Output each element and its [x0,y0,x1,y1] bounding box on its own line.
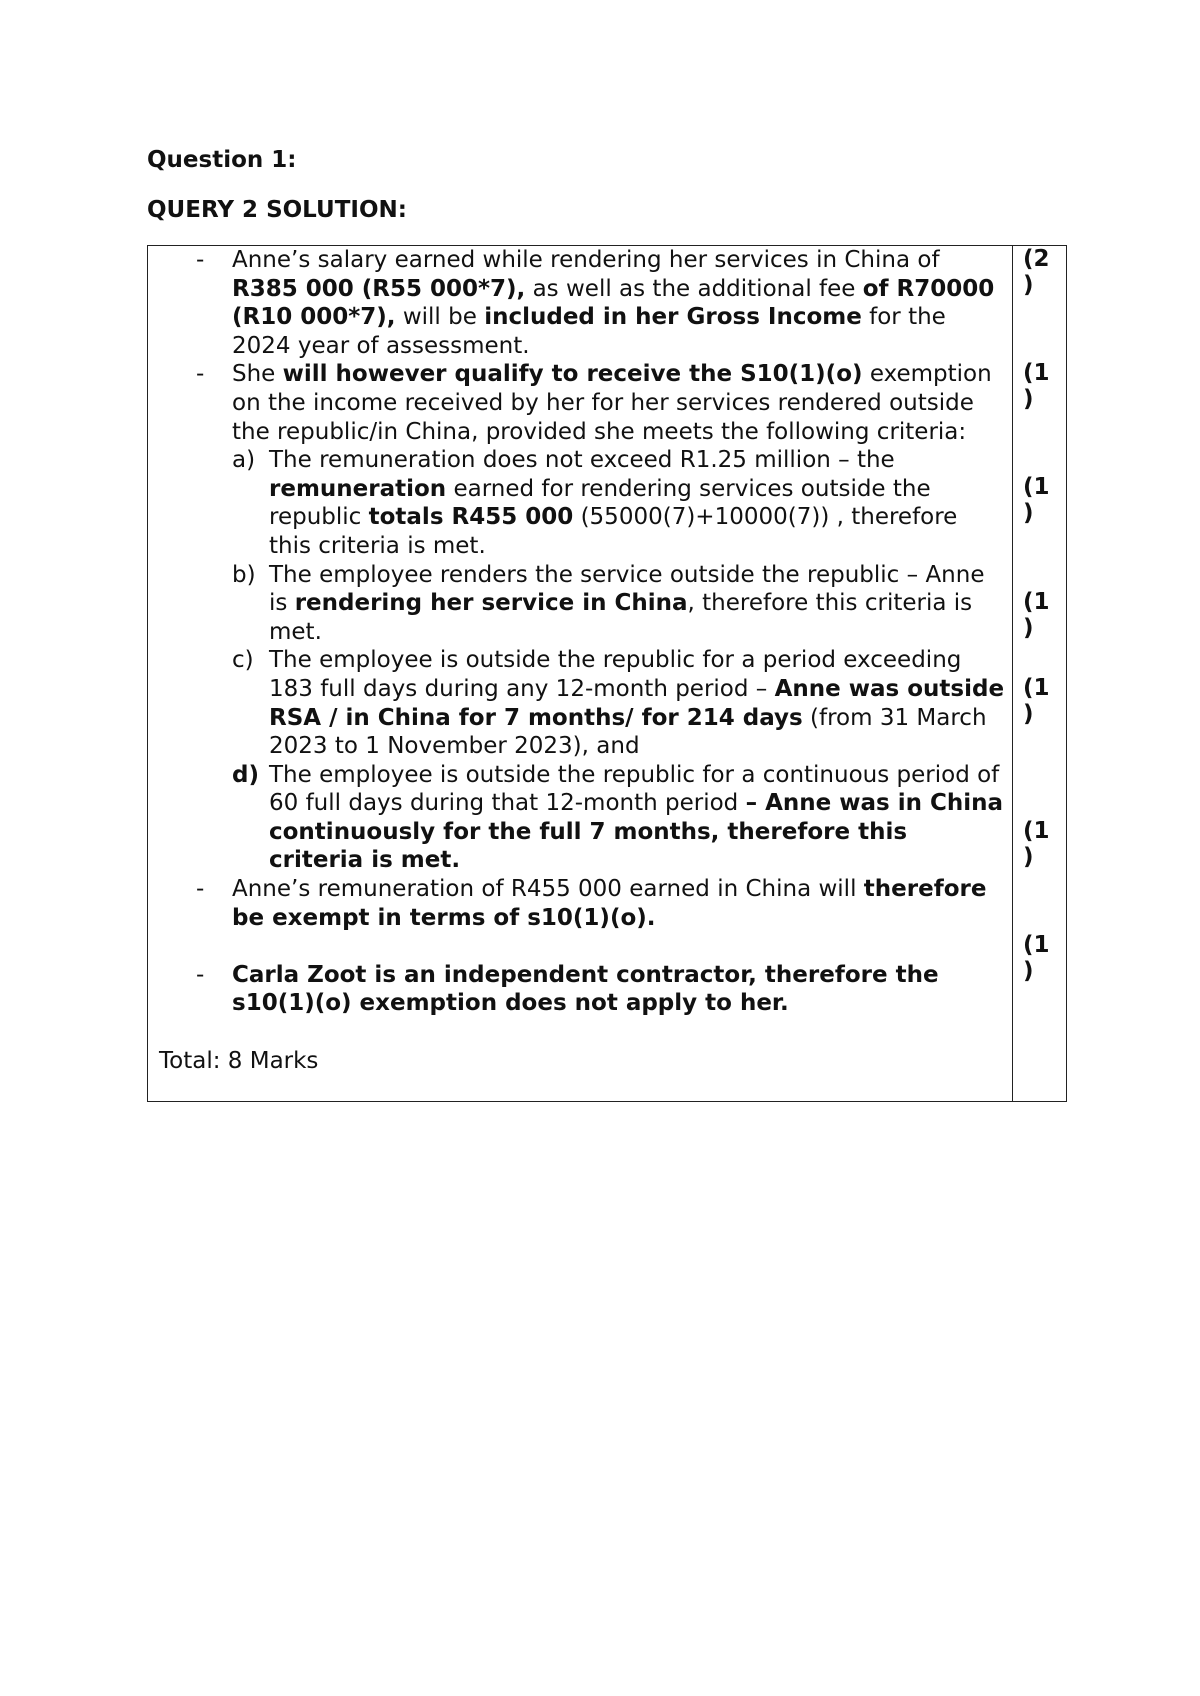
mark-allocation: (1 ) [1023,818,1050,870]
bullet-dash: - [196,876,205,903]
point-exemption [148,360,1012,446]
text: The employee is outside the republic for a period exceeding 183 full days during any 12-month period – [269,647,962,702]
bold-text: remuneration [269,475,447,502]
bold-text: totals R455 000 [368,504,574,531]
text: for the 2024 year of assessment. [232,304,946,359]
point-exempt-conclusion [148,875,1012,932]
criteria-label: c) [232,647,254,674]
total-marks: Total: 8 Marks [159,1047,319,1074]
text: as well as the additional fee [525,275,863,302]
bold-text: R385 000 (R55 000*7), [232,275,526,302]
mark-allocation: (1 ) [1023,932,1050,984]
mark-allocation: (1 ) [1023,474,1050,526]
text: The employee renders the service outside the republic – Anne is [269,561,985,617]
text: Anne’s remuneration of R455 000 earned in China will [232,876,864,903]
text: , therefore this criteria is met. [269,590,973,645]
bold-text: – Anne was in China continuously for the full 7 months, therefore this criteria is met. [269,790,1004,874]
text: exemption on the income received by her for her services rendered outside the republic/in China, provided she meets the following criteria: [232,361,992,445]
mark-allocation: (1 ) [1023,360,1050,412]
question-heading: Question 1: [147,147,297,173]
text: (from 31 March 2023 to 1 November 2023), and [269,704,987,760]
criteria-label: d) [232,761,259,788]
text: She [232,361,283,388]
text: (55000(7)+10000(7)) , therefore this criteria is met. [269,504,958,559]
mark-allocation: (1 ) [1023,675,1050,727]
criteria-label: a) [232,447,256,474]
solution-table [147,245,1067,1102]
solution-body-cell [148,246,1013,1102]
marks-cell [1013,246,1067,1102]
bold-text: Carla Zoot is an independent contractor, therefore the s10(1)(o) exemption does not apply to her. [232,961,939,1017]
bold-text: of R70000 (R10 000*7), [232,275,995,331]
bullet-dash: - [196,961,205,988]
spacer [148,1018,1012,1047]
point-gross-income [148,246,1012,360]
bold-text: rendering her service in China [294,590,688,617]
bold-text: therefore be exempt in terms of s10(1)(o). [232,876,987,931]
text: The employee is outside the republic for a continuous period of 60 full days during that 12-month period [269,761,1000,817]
bullet-dash: - [196,361,205,388]
bold-text: will however qualify to receive the S10(1)(o) [282,361,863,388]
query-solution-heading: QUERY 2 SOLUTION: [147,197,407,223]
criteria-d [148,761,1012,875]
text: will be [395,304,485,331]
solution-content [148,246,1012,1075]
point-independent-contractor [148,961,1012,1018]
criteria-a [148,446,1012,560]
text: Anne’s salary earned while rendering her services in China of [232,247,940,273]
mark-allocation: (1 ) [1023,589,1050,641]
text: The remuneration does not exceed R1.25 million – the [269,447,895,474]
criteria-c [148,646,1012,760]
spacer [148,932,1012,961]
criteria-label: b) [232,561,256,588]
bold-text: included in her Gross Income [484,304,862,331]
bullet-dash: - [196,247,205,273]
criteria-b [148,561,1012,647]
mark-allocation: (2 ) [1023,246,1050,298]
text: earned for rendering services outside the republic [269,475,931,531]
bold-text: Anne was outside RSA / in China for 7 months/ for 214 days [269,675,1005,731]
